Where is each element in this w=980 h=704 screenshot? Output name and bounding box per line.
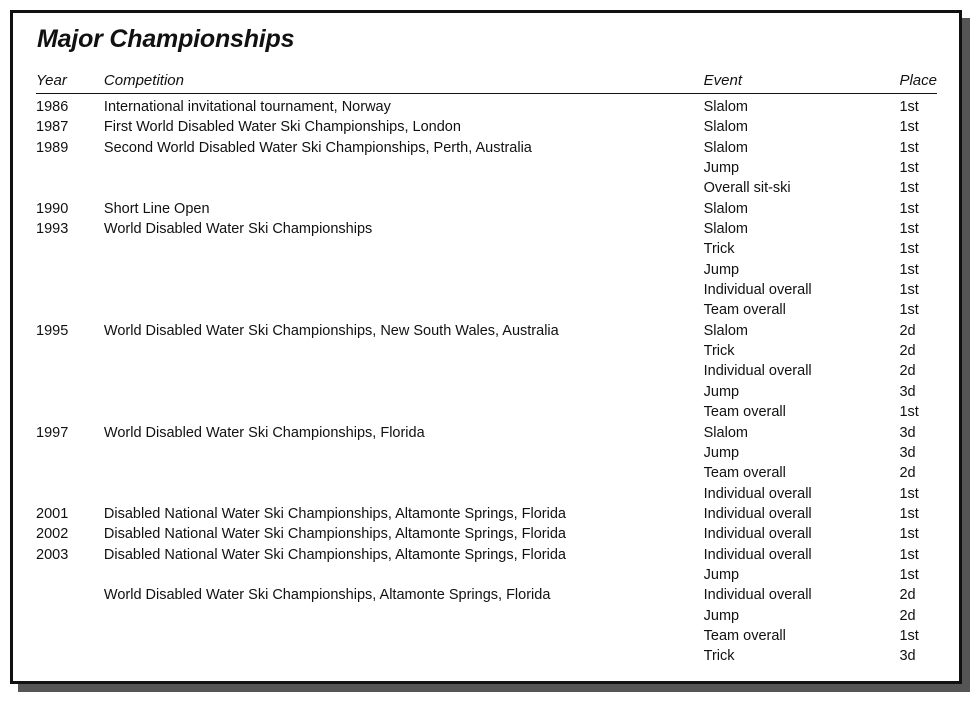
page-title: Major Championships	[37, 25, 295, 53]
header-competition: Competition	[104, 71, 704, 94]
cell-competition: World Disabled Water Ski Championships, New South Wales, Australia	[103, 322, 559, 339]
table-row	[36, 341, 937, 361]
table-row	[36, 646, 937, 666]
table-row	[36, 219, 937, 239]
cell-event: Individual overall	[703, 485, 812, 502]
cell-event: Jump	[703, 607, 740, 624]
cell-year: 1993	[36, 221, 69, 238]
cell-place: 3d	[899, 444, 916, 461]
cell-event: Individual overall	[703, 505, 812, 522]
cell-place: 1st	[899, 180, 919, 197]
cell-competition: Second World Disabled Water Ski Championships, Perth, Australia	[103, 139, 532, 156]
cell-event: Overall sit-ski	[703, 180, 791, 197]
cell-event: Jump	[703, 444, 740, 461]
table-row	[36, 626, 937, 646]
cell-place: 1st	[899, 566, 919, 583]
cell-event: Jump	[703, 566, 740, 583]
cell-place: 1st	[899, 404, 919, 421]
cell-event: Slalom	[703, 119, 748, 136]
cell-place: 1st	[899, 526, 919, 543]
cell-event: Trick	[703, 241, 735, 258]
cell-place: 2d	[899, 343, 916, 360]
table-row	[36, 280, 937, 300]
cell-competition	[104, 260, 704, 280]
cell-event: Slalom	[703, 322, 748, 339]
cell-place: 1st	[899, 261, 919, 278]
cell-place: 1st	[899, 505, 919, 522]
table-row	[36, 524, 937, 544]
table-row	[36, 606, 937, 626]
cell-competition	[104, 402, 704, 422]
cell-year	[36, 158, 104, 178]
cell-event: Jump	[703, 383, 740, 400]
cell-event: Trick	[703, 648, 735, 665]
table-body	[36, 94, 937, 667]
cell-year	[36, 300, 104, 320]
cell-event: Team overall	[703, 627, 786, 644]
cell-competition	[104, 484, 704, 504]
cell-year	[36, 280, 104, 300]
cell-competition	[104, 463, 704, 483]
table-row	[36, 300, 937, 320]
cell-year	[36, 463, 104, 483]
table-row	[36, 484, 937, 504]
cell-competition: First World Disabled Water Ski Championships, London	[103, 119, 461, 136]
table-row	[36, 545, 937, 565]
cell-competition	[104, 626, 704, 646]
table-row	[36, 199, 937, 219]
cell-competition	[104, 239, 704, 259]
cell-competition	[104, 565, 704, 585]
cell-year	[36, 565, 104, 585]
table-row	[36, 402, 937, 422]
cell-competition	[104, 606, 704, 626]
cell-year: 1990	[36, 200, 69, 217]
cell-year: 2003	[36, 546, 69, 563]
cell-event: Team overall	[703, 465, 786, 482]
cell-event: Slalom	[703, 139, 748, 156]
cell-competition	[104, 280, 704, 300]
cell-competition: World Disabled Water Ski Championships, Altamonte Springs, Florida	[103, 587, 551, 604]
cell-place: 3d	[899, 424, 916, 441]
cell-place: 3d	[899, 383, 916, 400]
cell-year	[36, 341, 104, 361]
cell-event: Trick	[703, 343, 735, 360]
table-row	[36, 423, 937, 443]
table-row	[36, 361, 937, 381]
table-row	[36, 138, 937, 158]
cell-competition	[104, 178, 704, 198]
table-row	[36, 178, 937, 198]
cell-year: 1989	[36, 139, 69, 156]
header-event: Event	[704, 71, 900, 94]
table-row	[36, 585, 937, 605]
cell-place: 1st	[899, 546, 919, 563]
cell-competition	[104, 382, 704, 402]
cell-place: 1st	[899, 119, 919, 136]
cell-competition: World Disabled Water Ski Championships, Florida	[103, 424, 425, 441]
cell-year: 1987	[36, 119, 69, 136]
table-row	[36, 158, 937, 178]
cell-place: 1st	[899, 160, 919, 177]
cell-competition	[104, 443, 704, 463]
cell-year	[36, 361, 104, 381]
cell-year: 1986	[36, 99, 69, 115]
cell-place: 1st	[899, 200, 919, 217]
cell-place: 1st	[899, 302, 919, 319]
table-row	[36, 321, 937, 341]
cell-year	[36, 443, 104, 463]
cell-year	[36, 260, 104, 280]
cell-event: Team overall	[703, 404, 786, 421]
cell-event: Individual overall	[703, 282, 812, 299]
cell-place: 2d	[899, 322, 916, 339]
cell-year: 1995	[36, 322, 69, 339]
cell-year	[36, 646, 104, 666]
header-place: Place	[899, 71, 937, 94]
cell-event: Slalom	[703, 221, 748, 238]
cell-event: Jump	[703, 261, 740, 278]
cell-competition	[104, 158, 704, 178]
cell-place: 2d	[899, 465, 916, 482]
cell-event: Individual overall	[703, 587, 812, 604]
cell-event: Slalom	[703, 200, 748, 217]
cell-year: 2002	[36, 526, 69, 543]
cell-year	[36, 585, 104, 605]
cell-place: 1st	[899, 282, 919, 299]
cell-place: 1st	[899, 99, 919, 115]
table-header-row	[36, 71, 937, 94]
cell-competition	[104, 341, 704, 361]
cell-event: Individual overall	[703, 526, 812, 543]
table-row	[36, 239, 937, 259]
table-row	[36, 443, 937, 463]
cell-competition	[104, 300, 704, 320]
cell-event: Slalom	[703, 424, 748, 441]
cell-competition: Disabled National Water Ski Championships, Altamonte Springs, Florida	[103, 505, 566, 522]
cell-place: 1st	[899, 485, 919, 502]
cell-competition	[104, 361, 704, 381]
cell-year: 1997	[36, 424, 69, 441]
championships-table	[36, 71, 937, 667]
cell-competition: Disabled National Water Ski Championships, Altamonte Springs, Florida	[103, 526, 566, 543]
cell-place: 2d	[899, 363, 916, 380]
cell-year	[36, 484, 104, 504]
cell-place: 3d	[899, 648, 916, 665]
cell-year	[36, 606, 104, 626]
cell-year	[36, 178, 104, 198]
cell-event: Individual overall	[703, 546, 812, 563]
cell-place: 1st	[899, 139, 919, 156]
cell-year	[36, 382, 104, 402]
cell-year	[36, 239, 104, 259]
cell-place: 2d	[899, 607, 916, 624]
cell-event: Team overall	[703, 302, 786, 319]
cell-competition: Short Line Open	[103, 200, 210, 217]
table-row	[36, 117, 937, 137]
cell-competition: International invitational tournament, Norway	[103, 99, 391, 115]
table-row	[36, 94, 937, 118]
cell-place: 1st	[899, 627, 919, 644]
table-row	[36, 463, 937, 483]
cell-place: 2d	[899, 587, 916, 604]
cell-event: Slalom	[703, 99, 748, 115]
document-frame	[10, 10, 962, 684]
table-row	[36, 382, 937, 402]
cell-place: 1st	[899, 241, 919, 258]
cell-event: Individual overall	[703, 363, 812, 380]
cell-competition: World Disabled Water Ski Championships	[103, 221, 373, 238]
cell-year: 2001	[36, 505, 69, 522]
cell-competition	[104, 646, 704, 666]
cell-year	[36, 402, 104, 422]
table-row	[36, 565, 937, 585]
cell-event: Jump	[703, 160, 740, 177]
cell-competition: Disabled National Water Ski Championships, Altamonte Springs, Florida	[103, 546, 566, 563]
table-row	[36, 504, 937, 524]
cell-place: 1st	[899, 221, 919, 238]
header-year: Year	[36, 71, 104, 94]
table-row	[36, 260, 937, 280]
cell-year	[36, 626, 104, 646]
